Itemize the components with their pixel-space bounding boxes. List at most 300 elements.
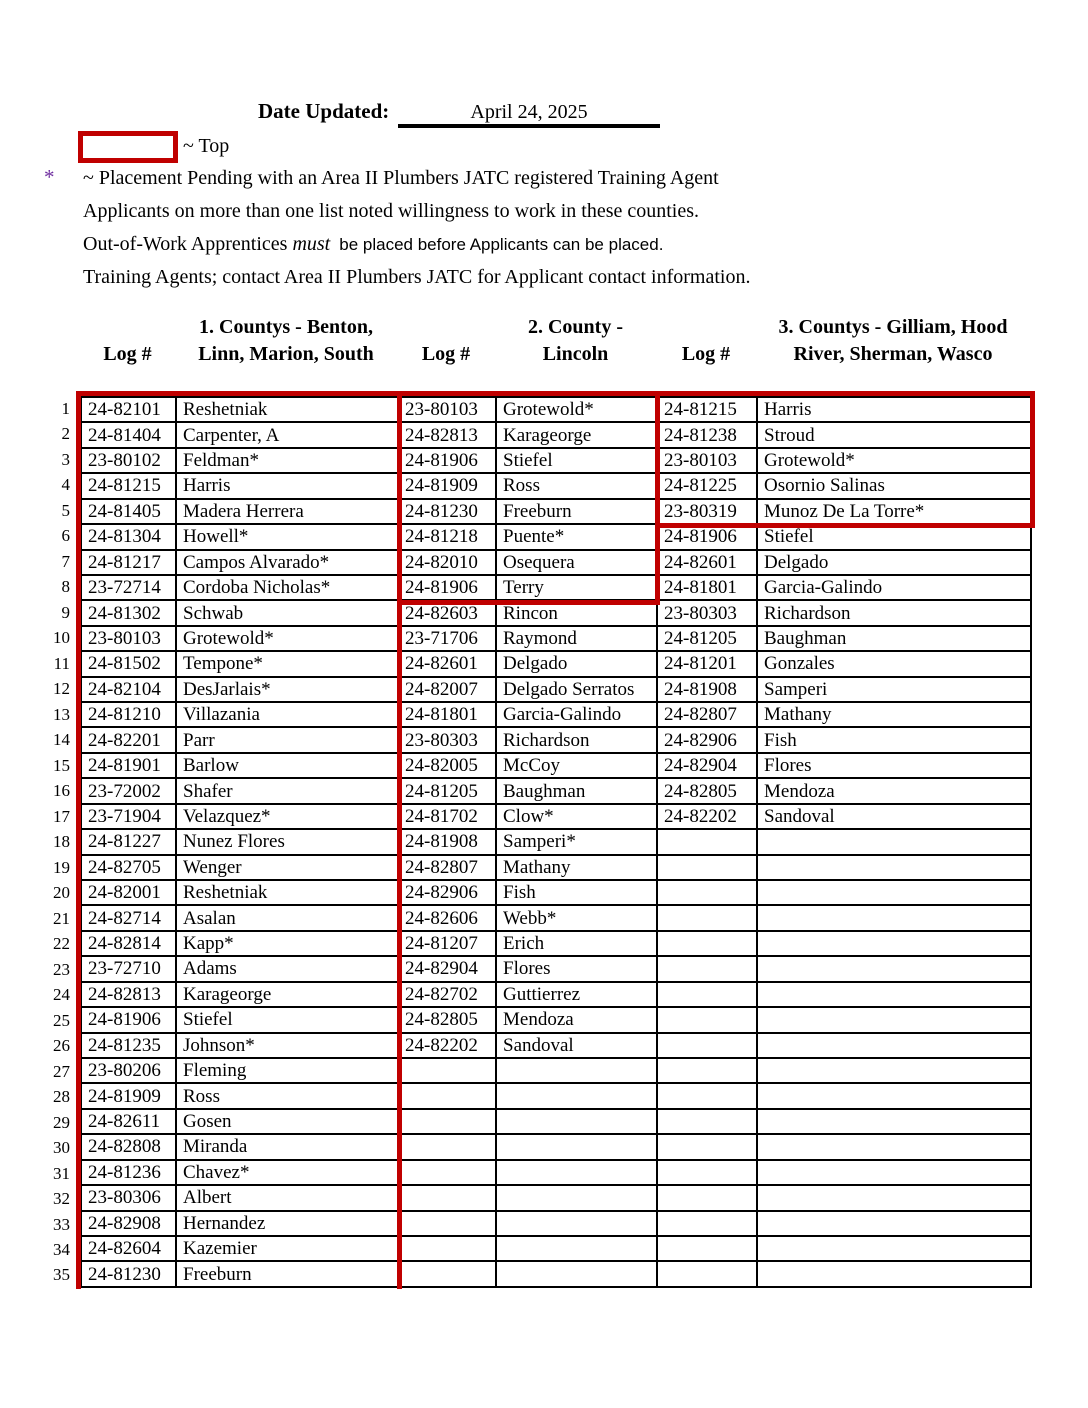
log-cell: 24-82906: [657, 727, 757, 752]
placement-table-body: [81, 397, 1031, 1287]
name-cell: Wenger: [176, 855, 398, 880]
name-cell: [757, 855, 1031, 880]
column-header-countys-3: 3. Countys - Gilliam, Hood River, Sherman, Wasco: [778, 316, 1008, 365]
log-cell: 24-82010: [398, 550, 496, 575]
name-cell: Guttierrez: [496, 982, 657, 1007]
log-cell: 24-81906: [657, 524, 757, 549]
table-row: [81, 702, 1031, 727]
table-row: [81, 1211, 1031, 1236]
date-updated-value: April 24, 2025: [470, 101, 588, 123]
name-cell: Grotewold*: [757, 448, 1031, 473]
log-cell: 24-82601: [657, 550, 757, 575]
row-number: 14: [53, 730, 70, 750]
row-number: 25: [53, 1010, 70, 1030]
note-training-agents: Training Agents; contact Area II Plumbers JATC for Applicant contact information.: [83, 266, 751, 288]
name-cell: Tempone*: [176, 651, 398, 676]
log-cell: 24-82805: [657, 778, 757, 803]
name-cell: Garcia-Galindo: [496, 702, 657, 727]
table-row: [81, 600, 1031, 625]
log-cell: 24-81217: [81, 550, 176, 575]
table-row: [81, 1058, 1031, 1083]
log-cell: 24-82202: [657, 804, 757, 829]
log-cell: [398, 1134, 496, 1159]
row-number: 30: [53, 1138, 70, 1158]
log-cell: [657, 982, 757, 1007]
row-numbers: [0, 396, 70, 1288]
log-cell: 24-82906: [398, 880, 496, 905]
note-out-of-work: [83, 231, 663, 258]
note-placement-pending: ~ Placement Pending with an Area II Plumbers JATC registered Training Agent: [83, 167, 719, 189]
log-cell: 24-82908: [81, 1211, 176, 1236]
name-cell: Johnson*: [176, 1033, 398, 1058]
table-row: [81, 651, 1031, 676]
name-cell: Stiefel: [496, 448, 657, 473]
row-number: 22: [53, 934, 70, 954]
name-cell: [496, 1261, 657, 1287]
name-cell: Albert: [176, 1185, 398, 1210]
log-cell: [398, 1109, 496, 1134]
name-cell: Mathany: [496, 855, 657, 880]
log-cell: [657, 1261, 757, 1287]
log-cell: [657, 1134, 757, 1159]
name-cell: Freeburn: [496, 499, 657, 524]
log-cell: [657, 1083, 757, 1108]
name-cell: Webb*: [496, 905, 657, 930]
name-cell: Kapp*: [176, 931, 398, 956]
row-number: 10: [53, 628, 70, 648]
red-highlight-legend-box: [78, 131, 178, 163]
name-cell: Chavez*: [176, 1160, 398, 1185]
log-cell: 23-71904: [81, 804, 176, 829]
log-cell: [657, 956, 757, 981]
log-cell: [657, 855, 757, 880]
log-cell: 24-82201: [81, 727, 176, 752]
log-cell: 24-81238: [657, 422, 757, 447]
name-cell: [496, 1211, 657, 1236]
log-cell: 24-81236: [81, 1160, 176, 1185]
log-cell: 24-81908: [657, 677, 757, 702]
row-number: 31: [53, 1163, 70, 1183]
log-cell: 24-81909: [398, 473, 496, 498]
name-cell: [757, 905, 1031, 930]
log-cell: [657, 931, 757, 956]
table-row: [81, 727, 1031, 752]
log-cell: [398, 1185, 496, 1210]
log-cell: 24-81906: [81, 1007, 176, 1032]
row-number: 4: [61, 475, 70, 495]
log-cell: [657, 1236, 757, 1261]
name-cell: Puente*: [496, 524, 657, 549]
log-cell: 24-81502: [81, 651, 176, 676]
note-multiple-lists: Applicants on more than one list noted willingness to work in these counties.: [83, 200, 700, 222]
row-number: 8: [61, 577, 70, 597]
log-cell: 24-82805: [398, 1007, 496, 1032]
log-cell: 24-81230: [81, 1261, 176, 1287]
log-cell: 24-82611: [81, 1109, 176, 1134]
log-cell: 23-80303: [398, 727, 496, 752]
log-cell: 24-82604: [81, 1236, 176, 1261]
name-cell: Osequera: [496, 550, 657, 575]
name-cell: [757, 1083, 1031, 1108]
table-row: [81, 473, 1031, 498]
log-cell: [657, 1185, 757, 1210]
name-cell: Baughman: [496, 778, 657, 803]
name-cell: Barlow: [176, 753, 398, 778]
row-number: 13: [53, 704, 70, 724]
name-cell: [757, 1160, 1031, 1185]
name-cell: Sandoval: [496, 1033, 657, 1058]
log-cell: 24-81225: [657, 473, 757, 498]
name-cell: Grotewold*: [176, 626, 398, 651]
row-number: 26: [53, 1036, 70, 1056]
name-cell: Nunez Flores: [176, 829, 398, 854]
table-row: [81, 626, 1031, 651]
table-row: [81, 1185, 1031, 1210]
name-cell: Flores: [496, 956, 657, 981]
name-cell: [496, 1185, 657, 1210]
log-cell: [398, 1261, 496, 1287]
margin-asterisk: *: [44, 165, 55, 189]
name-cell: Richardson: [757, 600, 1031, 625]
table-row: [81, 397, 1031, 422]
log-cell: 24-82807: [398, 855, 496, 880]
log-cell: 23-80319: [657, 499, 757, 524]
row-number: 29: [53, 1112, 70, 1132]
log-cell: 24-81404: [81, 422, 176, 447]
name-cell: Feldman*: [176, 448, 398, 473]
log-cell: 24-81205: [657, 626, 757, 651]
name-cell: Samperi: [757, 677, 1031, 702]
date-underline: [398, 124, 660, 128]
log-cell: 24-82814: [81, 931, 176, 956]
name-cell: Raymond: [496, 626, 657, 651]
name-cell: [757, 1211, 1031, 1236]
table-row: [81, 1083, 1031, 1108]
placement-table: [80, 396, 1032, 1288]
name-cell: [496, 1058, 657, 1083]
log-cell: 24-81304: [81, 524, 176, 549]
name-cell: [757, 982, 1031, 1007]
log-cell: [398, 1083, 496, 1108]
name-cell: Clow*: [496, 804, 657, 829]
log-cell: 24-82714: [81, 905, 176, 930]
log-cell: 24-82808: [81, 1134, 176, 1159]
name-cell: [757, 1134, 1031, 1159]
log-cell: 23-80102: [81, 448, 176, 473]
table-row: [81, 1236, 1031, 1261]
name-cell: McCoy: [496, 753, 657, 778]
column-header-log-3: Log #: [681, 343, 731, 365]
name-cell: Osornio Salinas: [757, 473, 1031, 498]
log-cell: [398, 1160, 496, 1185]
log-cell: [657, 880, 757, 905]
table-row: [81, 753, 1031, 778]
log-cell: 24-82606: [398, 905, 496, 930]
log-cell: 24-82705: [81, 855, 176, 880]
name-cell: Cordoba Nicholas*: [176, 575, 398, 600]
name-cell: [757, 829, 1031, 854]
name-cell: Mendoza: [757, 778, 1031, 803]
column-header-county-2: 2. County - Lincoln: [527, 316, 623, 365]
log-cell: [657, 829, 757, 854]
log-cell: 24-81405: [81, 499, 176, 524]
row-number: 9: [61, 602, 70, 622]
log-cell: 23-72714: [81, 575, 176, 600]
log-cell: 23-80206: [81, 1058, 176, 1083]
log-cell: 24-82904: [657, 753, 757, 778]
name-cell: Howell*: [176, 524, 398, 549]
log-cell: 24-81702: [398, 804, 496, 829]
log-cell: 24-81235: [81, 1033, 176, 1058]
name-cell: Harris: [176, 473, 398, 498]
row-number: 2: [61, 424, 70, 444]
table-row: [81, 982, 1031, 1007]
table-row: [81, 448, 1031, 473]
log-cell: 24-81201: [657, 651, 757, 676]
name-cell: Asalan: [176, 905, 398, 930]
log-cell: 24-81801: [398, 702, 496, 727]
log-cell: 24-82104: [81, 677, 176, 702]
name-cell: Freeburn: [176, 1261, 398, 1287]
name-cell: [496, 1134, 657, 1159]
name-cell: Campos Alvarado*: [176, 550, 398, 575]
name-cell: Terry: [496, 575, 657, 600]
name-cell: Delgado: [496, 651, 657, 676]
row-number: 6: [61, 526, 70, 546]
log-cell: 24-82101: [81, 397, 176, 422]
row-number: 21: [53, 908, 70, 928]
row-number: 5: [61, 500, 70, 520]
log-cell: 24-81906: [398, 575, 496, 600]
name-cell: Fish: [757, 727, 1031, 752]
note-out-of-work-part1: Out-of-Work Apprentices: [83, 233, 293, 255]
log-cell: 24-81215: [657, 397, 757, 422]
name-cell: Flores: [757, 753, 1031, 778]
table-row: [81, 829, 1031, 854]
name-cell: Karageorge: [496, 422, 657, 447]
name-cell: [496, 1083, 657, 1108]
log-cell: [398, 1236, 496, 1261]
log-cell: [657, 1033, 757, 1058]
row-number: 12: [53, 679, 70, 699]
name-cell: [496, 1236, 657, 1261]
name-cell: Stiefel: [176, 1007, 398, 1032]
table-row: [81, 677, 1031, 702]
log-cell: 23-80306: [81, 1185, 176, 1210]
table-row: [81, 422, 1031, 447]
row-number: 17: [53, 806, 70, 826]
name-cell: Kazemier: [176, 1236, 398, 1261]
table-row: [81, 1033, 1031, 1058]
name-cell: [496, 1160, 657, 1185]
name-cell: Ross: [496, 473, 657, 498]
log-cell: 23-80103: [81, 626, 176, 651]
table-row: [81, 778, 1031, 803]
table-row: [81, 550, 1031, 575]
name-cell: DesJarlais*: [176, 677, 398, 702]
log-cell: 24-81227: [81, 829, 176, 854]
log-cell: [398, 1211, 496, 1236]
log-cell: [657, 1109, 757, 1134]
name-cell: Delgado Serratos: [496, 677, 657, 702]
log-cell: 24-81906: [398, 448, 496, 473]
log-cell: 24-81801: [657, 575, 757, 600]
table-row: [81, 1134, 1031, 1159]
log-cell: [657, 1160, 757, 1185]
log-cell: 23-80103: [398, 397, 496, 422]
name-cell: [757, 1033, 1031, 1058]
row-number: 35: [53, 1265, 70, 1285]
column-header-log-1: Log #: [103, 343, 152, 365]
name-cell: Gosen: [176, 1109, 398, 1134]
row-number: 11: [53, 653, 70, 673]
name-cell: Parr: [176, 727, 398, 752]
name-cell: Stroud: [757, 422, 1031, 447]
name-cell: Baughman: [757, 626, 1031, 651]
log-cell: 24-82601: [398, 651, 496, 676]
note-out-of-work-part2: be placed before Applicants can be placed.: [339, 235, 664, 254]
table-row: [81, 931, 1031, 956]
row-number: 24: [53, 985, 70, 1005]
row-number: 7: [61, 551, 70, 571]
name-cell: Fish: [496, 880, 657, 905]
log-cell: 24-82702: [398, 982, 496, 1007]
log-cell: 24-82005: [398, 753, 496, 778]
log-cell: 24-82807: [657, 702, 757, 727]
log-cell: 23-80303: [657, 600, 757, 625]
name-cell: Richardson: [496, 727, 657, 752]
table-row: [81, 956, 1031, 981]
name-cell: [757, 1185, 1031, 1210]
name-cell: Schwab: [176, 600, 398, 625]
name-cell: Villazania: [176, 702, 398, 727]
table-row: [81, 905, 1031, 930]
name-cell: Karageorge: [176, 982, 398, 1007]
name-cell: Hernandez: [176, 1211, 398, 1236]
table-row: [81, 880, 1031, 905]
row-number: 28: [53, 1087, 70, 1107]
name-cell: Shafer: [176, 778, 398, 803]
log-cell: 24-81215: [81, 473, 176, 498]
row-number: 34: [53, 1239, 70, 1259]
row-number: 27: [53, 1061, 70, 1081]
log-cell: 24-82813: [81, 982, 176, 1007]
table-row: [81, 804, 1031, 829]
log-cell: 24-81302: [81, 600, 176, 625]
row-number: 3: [61, 449, 70, 469]
name-cell: Velazquez*: [176, 804, 398, 829]
log-cell: [657, 1211, 757, 1236]
top-note-label: ~ Top: [183, 135, 230, 157]
table-row: [81, 1109, 1031, 1134]
log-cell: 24-82603: [398, 600, 496, 625]
note-out-of-work-must: must: [292, 233, 331, 255]
name-cell: Reshetniak: [176, 880, 398, 905]
name-cell: [496, 1109, 657, 1134]
log-cell: 24-81908: [398, 829, 496, 854]
log-cell: 24-82904: [398, 956, 496, 981]
name-cell: Carpenter, A: [176, 422, 398, 447]
row-number: 20: [53, 883, 70, 903]
row-number: 32: [53, 1189, 70, 1209]
table-row: [81, 1261, 1031, 1287]
log-cell: 23-71706: [398, 626, 496, 651]
name-cell: [757, 1236, 1031, 1261]
name-cell: Ross: [176, 1083, 398, 1108]
row-number: 16: [53, 781, 70, 801]
column-header-log-2: Log #: [421, 343, 471, 365]
table-header: [80, 314, 1030, 368]
name-cell: Miranda: [176, 1134, 398, 1159]
log-cell: [657, 905, 757, 930]
log-cell: [398, 1058, 496, 1083]
name-cell: Rincon: [496, 600, 657, 625]
log-cell: 24-81207: [398, 931, 496, 956]
name-cell: Reshetniak: [176, 397, 398, 422]
log-cell: [657, 1058, 757, 1083]
row-number: 18: [53, 832, 70, 852]
log-cell: 24-82813: [398, 422, 496, 447]
log-cell: 24-82001: [81, 880, 176, 905]
name-cell: [757, 1058, 1031, 1083]
log-cell: 24-81230: [398, 499, 496, 524]
name-cell: Stiefel: [757, 524, 1031, 549]
table-row: [81, 1007, 1031, 1032]
row-number: 15: [53, 755, 70, 775]
log-cell: 23-72002: [81, 778, 176, 803]
date-updated-label: Date Updated:: [258, 99, 390, 123]
log-cell: 24-82007: [398, 677, 496, 702]
log-cell: 23-72710: [81, 956, 176, 981]
name-cell: [757, 1109, 1031, 1134]
column-header-countys-1: 1. Countys - Benton, Linn, Marion, South: [198, 316, 374, 365]
log-cell: 24-82202: [398, 1033, 496, 1058]
table-row: [81, 575, 1031, 600]
log-cell: [657, 1007, 757, 1032]
log-cell: 24-81210: [81, 702, 176, 727]
log-cell: 24-81218: [398, 524, 496, 549]
name-cell: Delgado: [757, 550, 1031, 575]
table-row: [81, 499, 1031, 524]
name-cell: Mendoza: [496, 1007, 657, 1032]
row-number: 23: [53, 959, 70, 979]
name-cell: [757, 931, 1031, 956]
name-cell: [757, 880, 1031, 905]
log-cell: 24-81901: [81, 753, 176, 778]
name-cell: [757, 1261, 1031, 1287]
table-row: [81, 855, 1031, 880]
name-cell: Munoz De La Torre*: [757, 499, 1031, 524]
name-cell: Samperi*: [496, 829, 657, 854]
name-cell: [757, 956, 1031, 981]
row-number: 33: [53, 1214, 70, 1234]
name-cell: Fleming: [176, 1058, 398, 1083]
name-cell: Mathany: [757, 702, 1031, 727]
log-cell: 24-81909: [81, 1083, 176, 1108]
name-cell: Garcia-Galindo: [757, 575, 1031, 600]
log-cell: 24-81205: [398, 778, 496, 803]
name-cell: Adams: [176, 956, 398, 981]
name-cell: Grotewold*: [496, 397, 657, 422]
name-cell: Sandoval: [757, 804, 1031, 829]
name-cell: Gonzales: [757, 651, 1031, 676]
table-row: [81, 524, 1031, 549]
row-number: 1: [61, 399, 70, 418]
name-cell: Erich: [496, 931, 657, 956]
row-number: 19: [53, 857, 70, 877]
log-cell: 23-80103: [657, 448, 757, 473]
name-cell: Harris: [757, 397, 1031, 422]
